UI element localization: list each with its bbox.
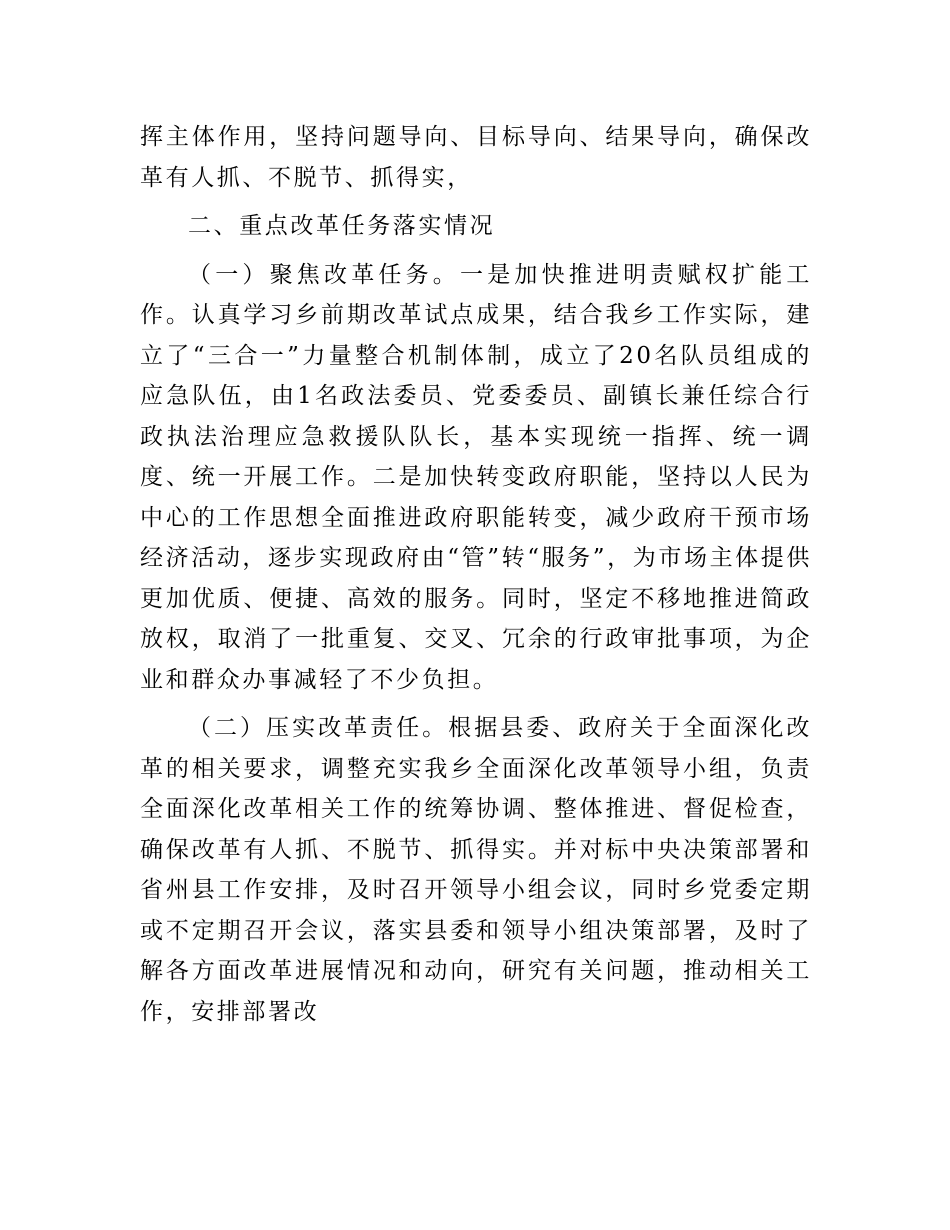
paragraph-reform-tasks: （一）聚焦改革任务。一是加快推进明责赋权扩能工作。认真学习乡前期改革试点成果，结合我乡工作实际，建立了“三合一”力量整合机制体制，成立了20名队员组成的应急队伍，由1名政法委员、党委委员、副镇长兼任综合行政执法治理应急救援队队长，基本实现统一指挥、统一调度、统一开展工作。二是加快转变政府职能，坚持以人民为中心的工作思想全面推进政府职能转变，减少政府干预市场经济活动，逐步实现政府由“管”转“服务”，为市场主体提供更加优质、便捷、高效的服务。同时，坚定不移地推进简政放权，取消了一批重复、交叉、冗余的行政审批事项，为企业和群众办事减轻了不少负担。: [140, 261, 812, 693]
section-heading: 二、重点改革任务落实情况: [188, 213, 496, 239]
document-body: [140, 117, 812, 1040]
paragraph-continuation: 挥主体作用，坚持问题导向、目标导向、结果导向，确保改革有人抓、不脱节、抓得实，: [140, 124, 812, 191]
paragraph-reform-responsibility: （二）压实改革责任。根据县委、政府关于全面深化改革的相关要求，调整充实我乡全面深化改革领导小组，负责全面深化改革相关工作的统筹协调、整体推进、督促检查，确保改革有人抓、不脱节、抓得实。并对标中央决策部署和省州县工作安排，及时召开领导小组会议，同时乡党委定期或不定期召开会议，落实县委和领导小组决策部署，及时了解各方面改革进展情况和动向，研究有关问题，推动相关工作，安排部署改: [140, 715, 812, 1025]
